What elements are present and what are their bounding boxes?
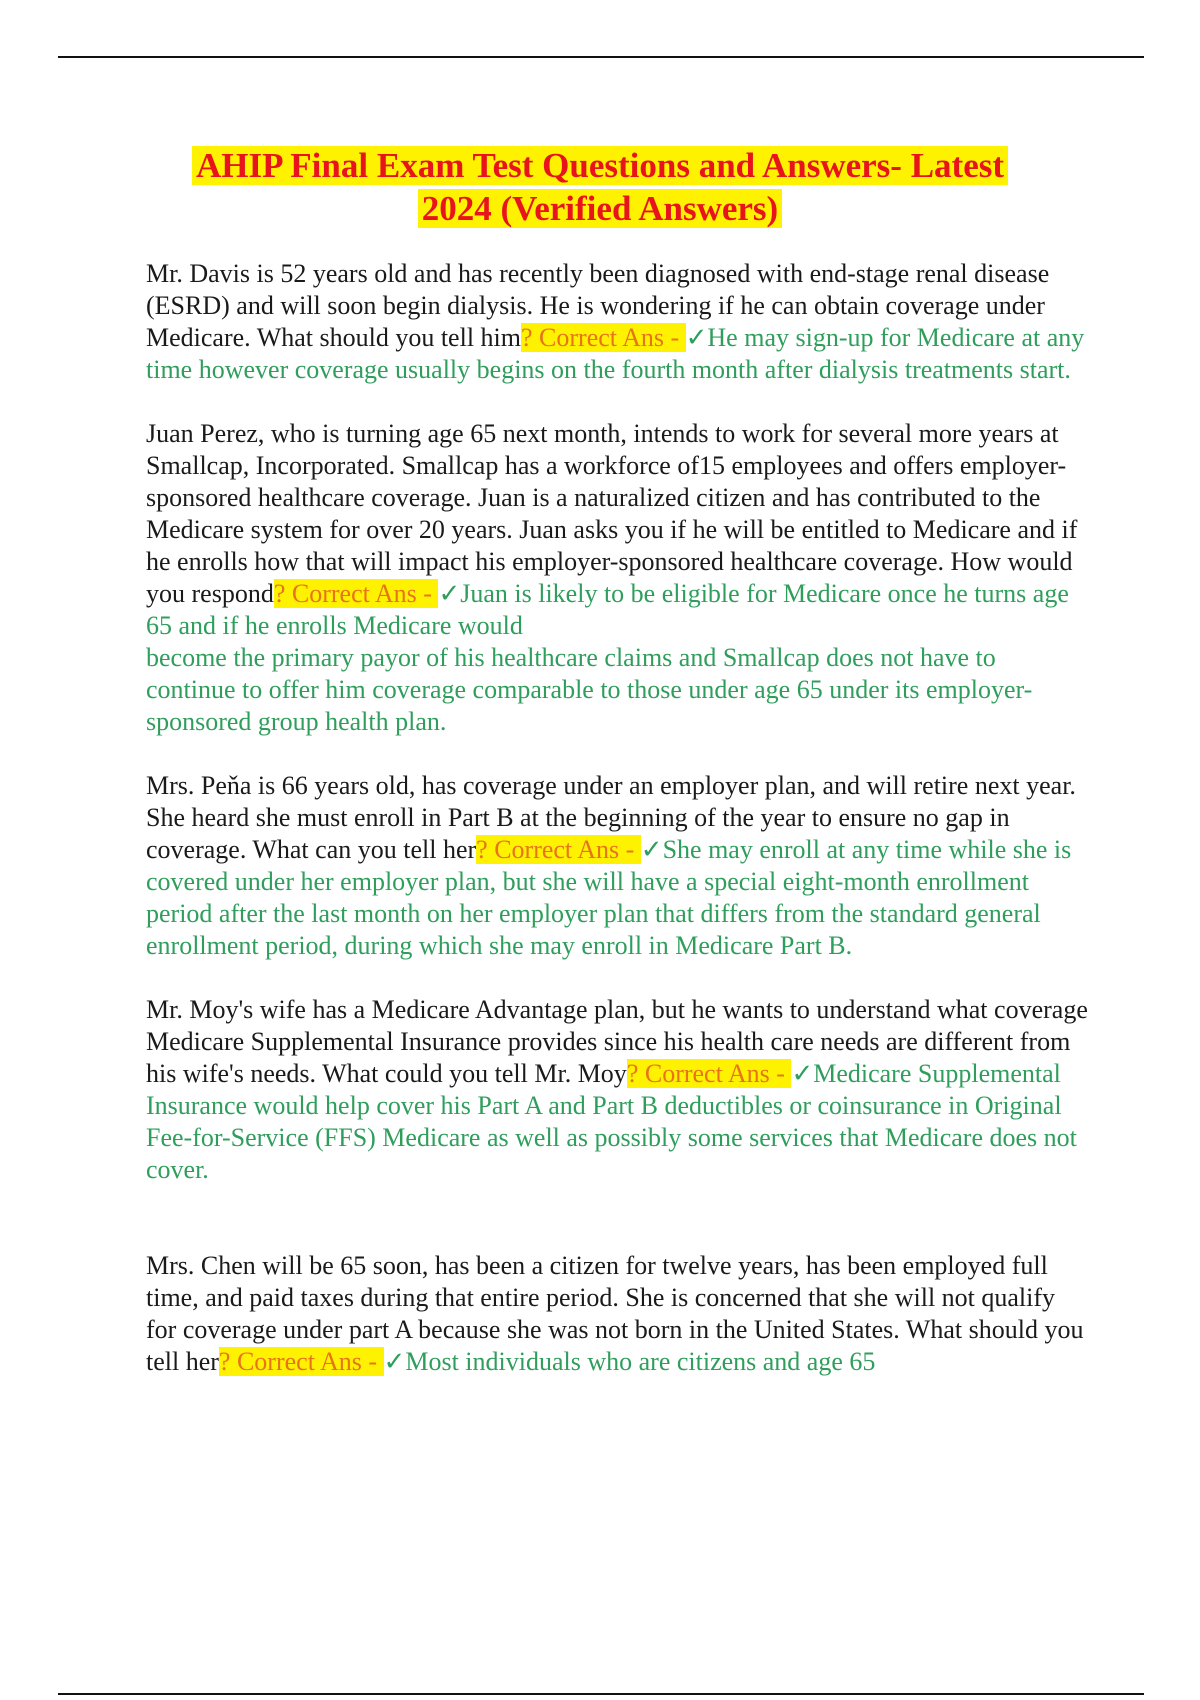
question-text: Mrs. Chen will be 65 soon, has been a citizen for twelve years, has been employed full time, and paid taxes during that entire period. She is concerned that she will not qualify for coverage under part A because she was not born in the United States. What should you tell her	[146, 1251, 1084, 1376]
title-line-1: AHIP Final Exam Test Questions and Answers- Latest	[192, 146, 1008, 185]
bottom-rule	[58, 1693, 1144, 1695]
qa-item-2	[146, 418, 1091, 738]
answer-text: ✓Medicare Supplemental Insurance would help cover his Part A and Part B deductibles or coinsurance in Original Fee-for-Service (FFS) Medicare as well as possibly some services that Medicare does not cover.	[146, 1059, 1077, 1184]
correct-answer-marker: ? Correct Ans -	[273, 579, 439, 608]
answer-text: ✓Most individuals who are citizens and age 65	[383, 1347, 876, 1376]
question-text: Juan Perez, who is turning age 65 next month, intends to work for several more years at Smallcap, Incorporated. Smallcap has a workforce of15 employees and offers employer-sponsored healthcare coverage. Juan is a naturalized citizen and has contributed to the Medicare system for over 20 years. Juan asks you if he will be entitled to Medicare and if he enrolls how that will impact his employer-sponsored healthcare coverage. How would you respond	[146, 419, 1078, 608]
qa-content	[146, 258, 1091, 1378]
answer-text: ✓Juan is likely to be eligible for Medicare once he turns age 65 and if he enrolls Medicare would	[146, 579, 1069, 640]
question-text: Mr. Davis is 52 years old and has recently been diagnosed with end-stage renal disease (ESRD) and will soon begin dialysis. He is wondering if he can obtain coverage under Medicare. What should you tell him	[146, 259, 1050, 352]
title-line-2: 2024 (Verified Answers)	[418, 189, 782, 228]
correct-answer-marker: ? Correct Ans -	[476, 835, 641, 864]
document-title	[100, 144, 1100, 230]
answer-text: ✓He may sign-up for Medicare at any time however coverage usually begins on the fourth month after dialysis treatments start.	[146, 323, 1085, 384]
qa-item-4	[146, 994, 1091, 1186]
correct-answer-marker: ? Correct Ans -	[626, 1059, 792, 1088]
qa-item-1	[146, 258, 1091, 386]
question-text: Mrs. Peňa is 66 years old, has coverage under an employer plan, and will retire next year. She heard she must enroll in Part B at the beginning of the year to ensure no gap in coverage. What can you tell her	[146, 771, 1076, 864]
answer-text-continued: become the primary payor of his healthcare claims and Smallcap does not have to continue to offer him coverage comparable to those under age 65 under its employer-sponsored group health plan.	[146, 643, 1033, 736]
correct-answer-marker: ? Correct Ans -	[218, 1347, 384, 1376]
qa-item-3	[146, 770, 1091, 962]
top-rule	[58, 56, 1144, 58]
correct-answer-marker: ? Correct Ans -	[521, 323, 686, 352]
qa-item-5	[146, 1250, 1091, 1378]
answer-text: ✓She may enroll at any time while she is covered under her employer plan, but she will have a special eight-month enrollment period after the last month on her employer plan that differs from the standard general enrollment period, during which she may enroll in Medicare Part B.	[146, 835, 1072, 960]
question-text: Mr. Moy's wife has a Medicare Advantage plan, but he wants to understand what coverage Medicare Supplemental Insurance provides since his health care needs are different from his wife's needs. What could you tell Mr. Moy	[146, 995, 1088, 1088]
